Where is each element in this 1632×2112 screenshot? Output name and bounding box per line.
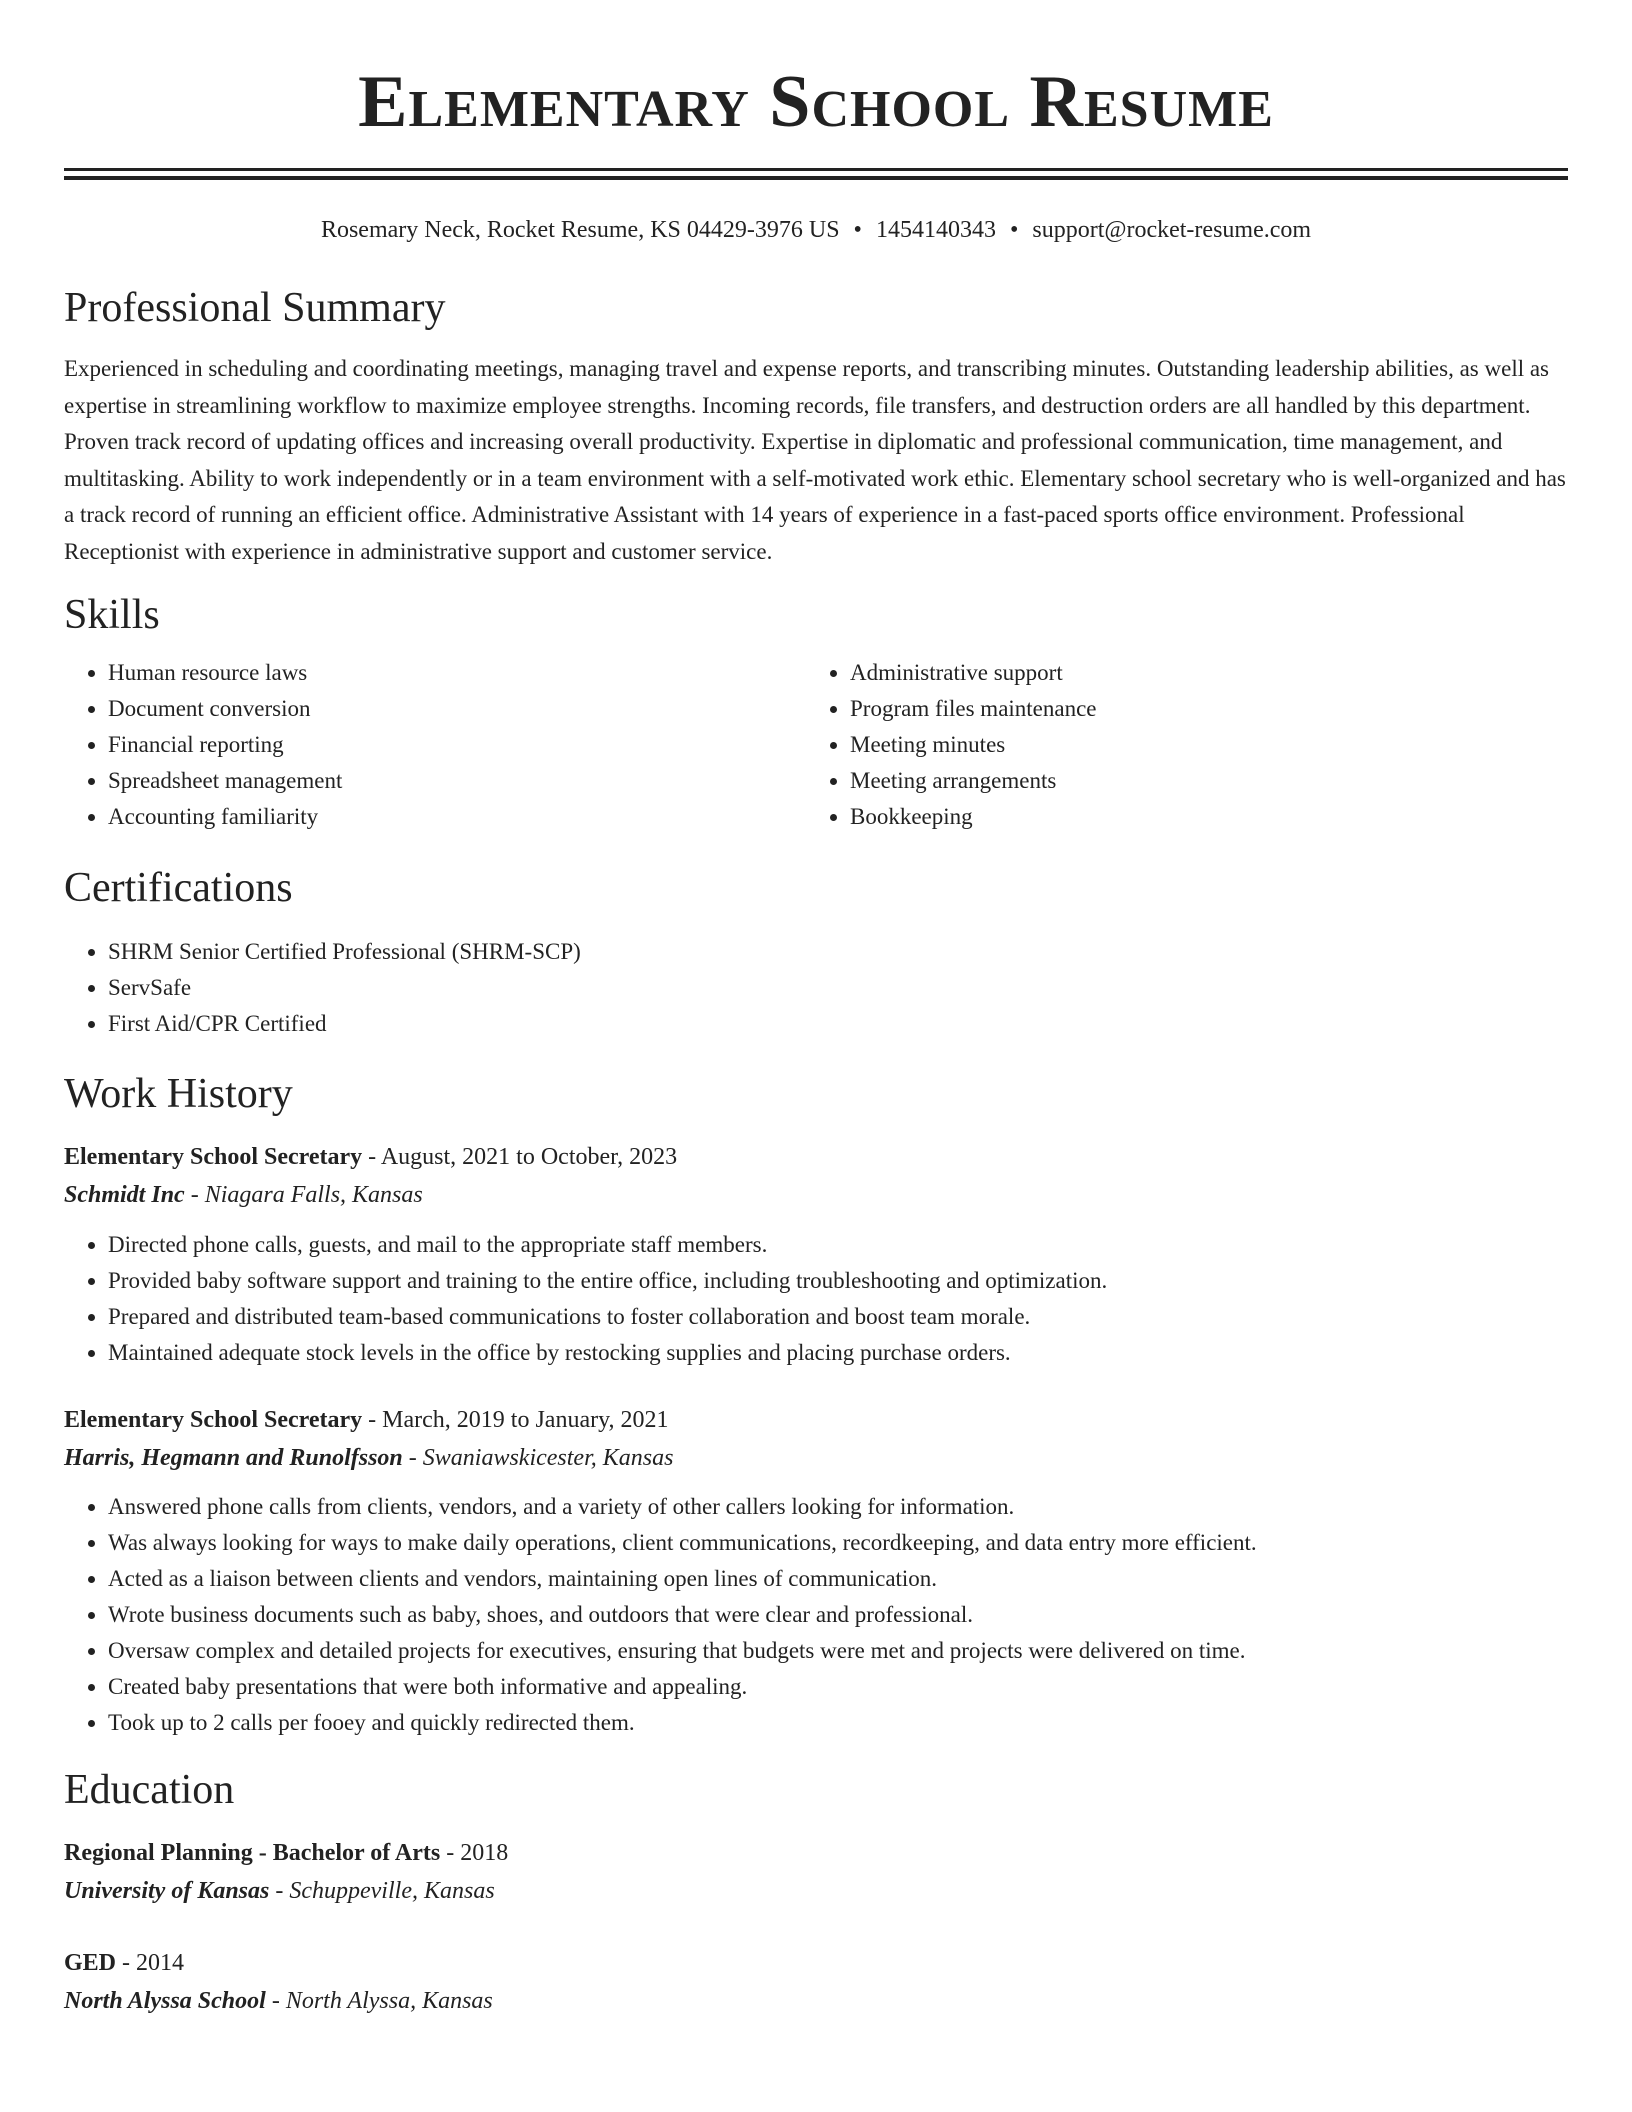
skill-item: • Administrative support (850, 655, 1548, 691)
job-company: Schmidt Inc (64, 1182, 185, 1208)
job-duty: • Wrote business documents such as baby, shoes, and outdoors that were clear and professional. (108, 1597, 1568, 1633)
skills-heading: Skills (64, 592, 160, 638)
skill-item: • Meeting arrangements (850, 763, 1548, 799)
certification-item: • First Aid/CPR Certified (108, 1006, 1568, 1042)
job-duties-list (64, 1227, 1568, 1371)
job-employer (64, 1439, 1568, 1477)
skill-item: • Human resource laws (108, 655, 806, 691)
education-year: - 2018 (440, 1840, 509, 1866)
job-company: Harris, Hegmann and Runolfsson (64, 1445, 403, 1471)
education-entry (64, 1944, 1568, 2020)
education-degree: Regional Planning - Bachelor of Arts (64, 1840, 441, 1866)
title-divider-top (64, 168, 1568, 171)
job-header (64, 1401, 1568, 1439)
job-header (64, 1138, 1568, 1176)
contact-line (64, 215, 1568, 245)
skills-list-left (64, 655, 806, 835)
job-duty: • Directed phone calls, guests, and mail to the appropriate staff members. (108, 1227, 1568, 1263)
job-duty: • Created baby presentations that were both informative and appealing. (108, 1669, 1568, 1705)
resume-title: Elementary School Resume (358, 61, 1274, 143)
job-dates: - August, 2021 to October, 2023 (362, 1144, 678, 1170)
job-entry (64, 1138, 1568, 1371)
skills-column-left (64, 655, 806, 835)
skills-grid (64, 655, 1568, 835)
contact-address: Rosemary Neck, Rocket Resume, KS 04429-3976 US (320, 217, 840, 243)
certification-item: • SHRM Senior Certified Professional (SHRM-SCP) (108, 934, 1568, 970)
job-duty: • Was always looking for ways to make daily operations, client communications, recordkeeping, and data entry more efficient. (108, 1525, 1568, 1561)
job-title: Elementary School Secretary (64, 1144, 363, 1170)
job-duty: • Prepared and distributed team-based communications to foster collaboration and boost team morale. (108, 1299, 1568, 1335)
education-location: - North Alyssa, Kansas (265, 1988, 493, 2014)
education-year: - 2014 (116, 1950, 185, 1976)
education-institution (64, 1982, 1568, 2020)
education-header (64, 1834, 1568, 1872)
summary-text: Experienced in scheduling and coordinating meetings, managing travel and expense reports, and transcribing minutes. Outstanding leadership abilities, as well as expertise in streamlining workflow to maximize employee strengths. Incoming records, file transfers, and destruction orders are all handled by this department. Proven track record of updating offices and increasing overall productivity. Expertise in diplomatic and professional communication, time management, and multitasking. Ability to work independently or in a team environment with a self-motivated work ethic. Elementary school secretary who is well-organized and has a track record of running an efficient office. Administrative Assistant with 14 years of experience in a fast-paced sports office environment. Professional Receptionist with experience in administrative support and customer service. (64, 356, 1566, 564)
summary-heading: Professional Summary (64, 285, 446, 331)
certification-item: • ServSafe (108, 970, 1568, 1006)
education-degree: GED (64, 1950, 117, 1976)
education-school: North Alyssa School (64, 1988, 266, 2014)
education-location: - Schuppeville, Kansas (269, 1878, 495, 1904)
contact-email[interactable]: support@rocket-resume.com (1032, 217, 1312, 243)
work-history-heading: Work History (64, 1071, 293, 1117)
skill-item: • Meeting minutes (850, 727, 1548, 763)
skills-list-right (806, 655, 1548, 835)
job-duty: • Acted as a liaison between clients and vendors, maintaining open lines of communication. (108, 1561, 1568, 1597)
skill-item: • Financial reporting (108, 727, 806, 763)
contact-phone: 1454140343 (875, 217, 996, 243)
job-duty: • Answered phone calls from clients, vendors, and a variety of other callers looking for information. (108, 1489, 1568, 1525)
education-header (64, 1944, 1568, 1982)
education-heading: Education (64, 1767, 235, 1813)
job-duty: • Provided baby software support and training to the entire office, including troubleshooting and optimization. (108, 1263, 1568, 1299)
job-duties-list (64, 1489, 1568, 1741)
skill-item: • Program files maintenance (850, 691, 1548, 727)
title-divider-bottom (64, 176, 1568, 180)
skill-item: • Spreadsheet management (108, 763, 806, 799)
education-institution (64, 1872, 1568, 1910)
contact-separator: • (853, 217, 862, 243)
job-duty: • Maintained adequate stock levels in the office by restocking supplies and placing purchase orders. (108, 1335, 1568, 1371)
skills-column-right (806, 655, 1548, 835)
job-duty: • Oversaw complex and detailed projects for executives, ensuring that budgets were met and projects were delivered on time. (108, 1633, 1568, 1669)
skill-item: • Bookkeeping (850, 799, 1548, 835)
certifications-list (64, 934, 1568, 1042)
education-entry (64, 1834, 1568, 1910)
resume-page (64, 0, 1568, 2020)
job-dates: - March, 2019 to January, 2021 (362, 1407, 669, 1433)
skill-item: • Accounting familiarity (108, 799, 806, 835)
job-entry (64, 1401, 1568, 1741)
job-employer (64, 1176, 1568, 1214)
skill-item: • Document conversion (108, 691, 806, 727)
job-location: - Niagara Falls, Kansas (184, 1182, 423, 1208)
job-duty: • Took up to 2 calls per fooey and quickly redirected them. (108, 1705, 1568, 1741)
contact-separator: • (1009, 217, 1019, 243)
certifications-heading: Certifications (64, 865, 293, 911)
job-location: - Swaniawskicester, Kansas (402, 1445, 674, 1471)
job-title: Elementary School Secretary (64, 1407, 363, 1433)
education-school: University of Kansas (64, 1878, 270, 1904)
